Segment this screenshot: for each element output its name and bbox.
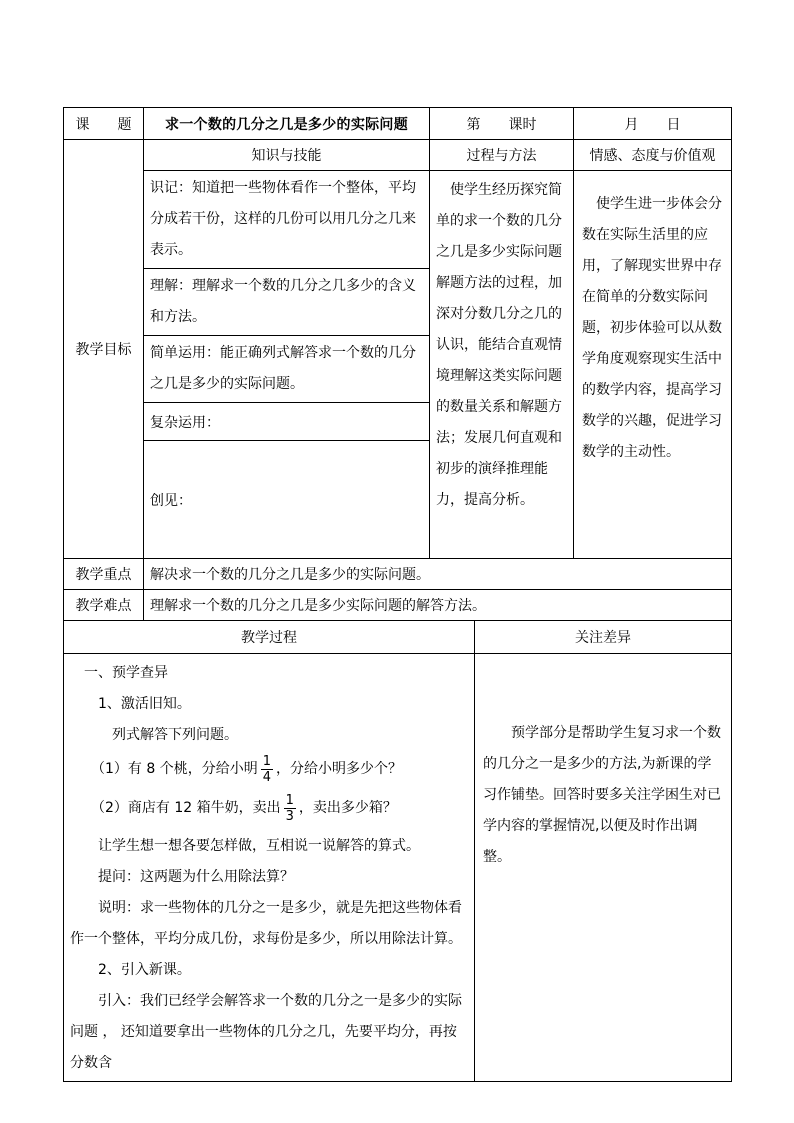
difficulty-row [64, 590, 732, 621]
goal-row-memorize [64, 171, 732, 269]
lesson-date: 月 日 [574, 108, 732, 140]
goals-label: 教学目标 [64, 140, 144, 559]
goal-memorize: 识记：知道把一些物体看作一个整体，平均分成若干份，这样的几份可以用几分之几来表示。 [144, 171, 430, 269]
goal-simple-apply: 简单运用：能正确列式解答求一个数的几分之几是多少的实际问题。 [144, 336, 430, 403]
goal-attitude-text: 使学生进一步体会分数在实际生活里的应用，了解现实世界中存在简单的分数实际问题，初步体验可以从数学角度观察现实生活中的数学内容，提高学习数学的兴趣，促进学习数学的主动性。 [574, 171, 732, 559]
key-point-row [64, 559, 732, 590]
process-header: 教学过程 [64, 621, 475, 654]
q2-text-a: （2）商店有 12 箱牛奶，卖出 [70, 800, 281, 816]
lesson-number: 第 课时 [430, 108, 574, 140]
fraction-numerator: 1 [285, 792, 294, 808]
process-line-instruction: 列式解答下列问题。 [70, 727, 238, 743]
process-line-activate: 1、激活旧知。 [70, 696, 191, 712]
header-row [64, 108, 732, 140]
process-line-question: 提问：这两题为什么用除法算？ [70, 869, 294, 885]
notes-header: 关注差异 [475, 621, 732, 654]
key-point-label: 教学重点 [64, 559, 144, 590]
process-line-preview: 一、预学查异 [70, 665, 168, 681]
difficulty-label: 教学难点 [64, 590, 144, 621]
topic-title: 求一个数的几分之几是多少的实际问题 [144, 108, 430, 140]
lesson-plan-table [63, 107, 732, 1082]
process-content [64, 654, 475, 1082]
key-point-text: 解决求一个数的几分之几是多少的实际问题。 [144, 559, 732, 590]
differences-note: 预学部分是帮助学生复习求一个数的几分之一是多少的方法,为新课的学习作铺垫。回答时要多关注学困生对已学内容的掌握情况,以便及时作出调整。 [475, 654, 732, 1082]
goals-header-row [64, 140, 732, 171]
process-line-introduce: 2、引入新课。 [70, 962, 191, 978]
goal-complex-apply: 复杂运用： [144, 403, 430, 441]
fraction-numerator: 1 [262, 753, 271, 769]
topic-label: 课 题 [64, 108, 144, 140]
col-knowledge-skills: 知识与技能 [144, 140, 430, 171]
process-line-discuss: 让学生想一想各要怎样做，互相说一说解答的算式。 [70, 838, 420, 854]
goal-creative: 创见： [144, 441, 430, 559]
difficulty-text: 理解求一个数的几分之几是多少实际问题的解答方法。 [144, 590, 732, 621]
q1-text-b: ，分给小明多少个？ [276, 761, 402, 777]
process-line-explain: 说明：求一些物体的几分之一是多少，就是先把这些物体看作一个整体，平均分成几份，求每份是多少，所以用除法计算。 [70, 900, 462, 947]
col-attitude-values: 情感、态度与价值观 [574, 140, 732, 171]
process-question-1 [70, 753, 468, 786]
process-line-intro-text: 引入：我们已经学会解答求一个数的几分之一是多少的实际问题 ， 还知道要拿出一些物体的几分之几，先要平均分，再按分数含 [70, 993, 462, 1071]
q2-text-b: ，卖出多少箱？ [298, 800, 397, 816]
fraction-denominator: 3 [285, 808, 294, 824]
goal-understand: 理解：理解求一个数的几分之几多少的含义和方法。 [144, 269, 430, 336]
fraction-one-third [284, 793, 296, 824]
process-body-row [64, 654, 732, 1082]
process-header-row [64, 621, 732, 654]
q1-text-a: （1）有 8 个桃，分给小明 [70, 761, 258, 777]
fraction-one-quarter [261, 754, 273, 785]
fraction-denominator: 4 [262, 769, 271, 785]
goal-process-text: 使学生经历探究简单的求一个数的几分之几是多少实际问题解题方法的过程，加深对分数几分之几的认识，能结合直观情境理解这类实际问题的数量关系和解题方法；发展几何直观和初步的演绎推理能力，提高分析。 [430, 171, 574, 559]
process-question-2 [70, 792, 468, 825]
col-process-methods: 过程与方法 [430, 140, 574, 171]
